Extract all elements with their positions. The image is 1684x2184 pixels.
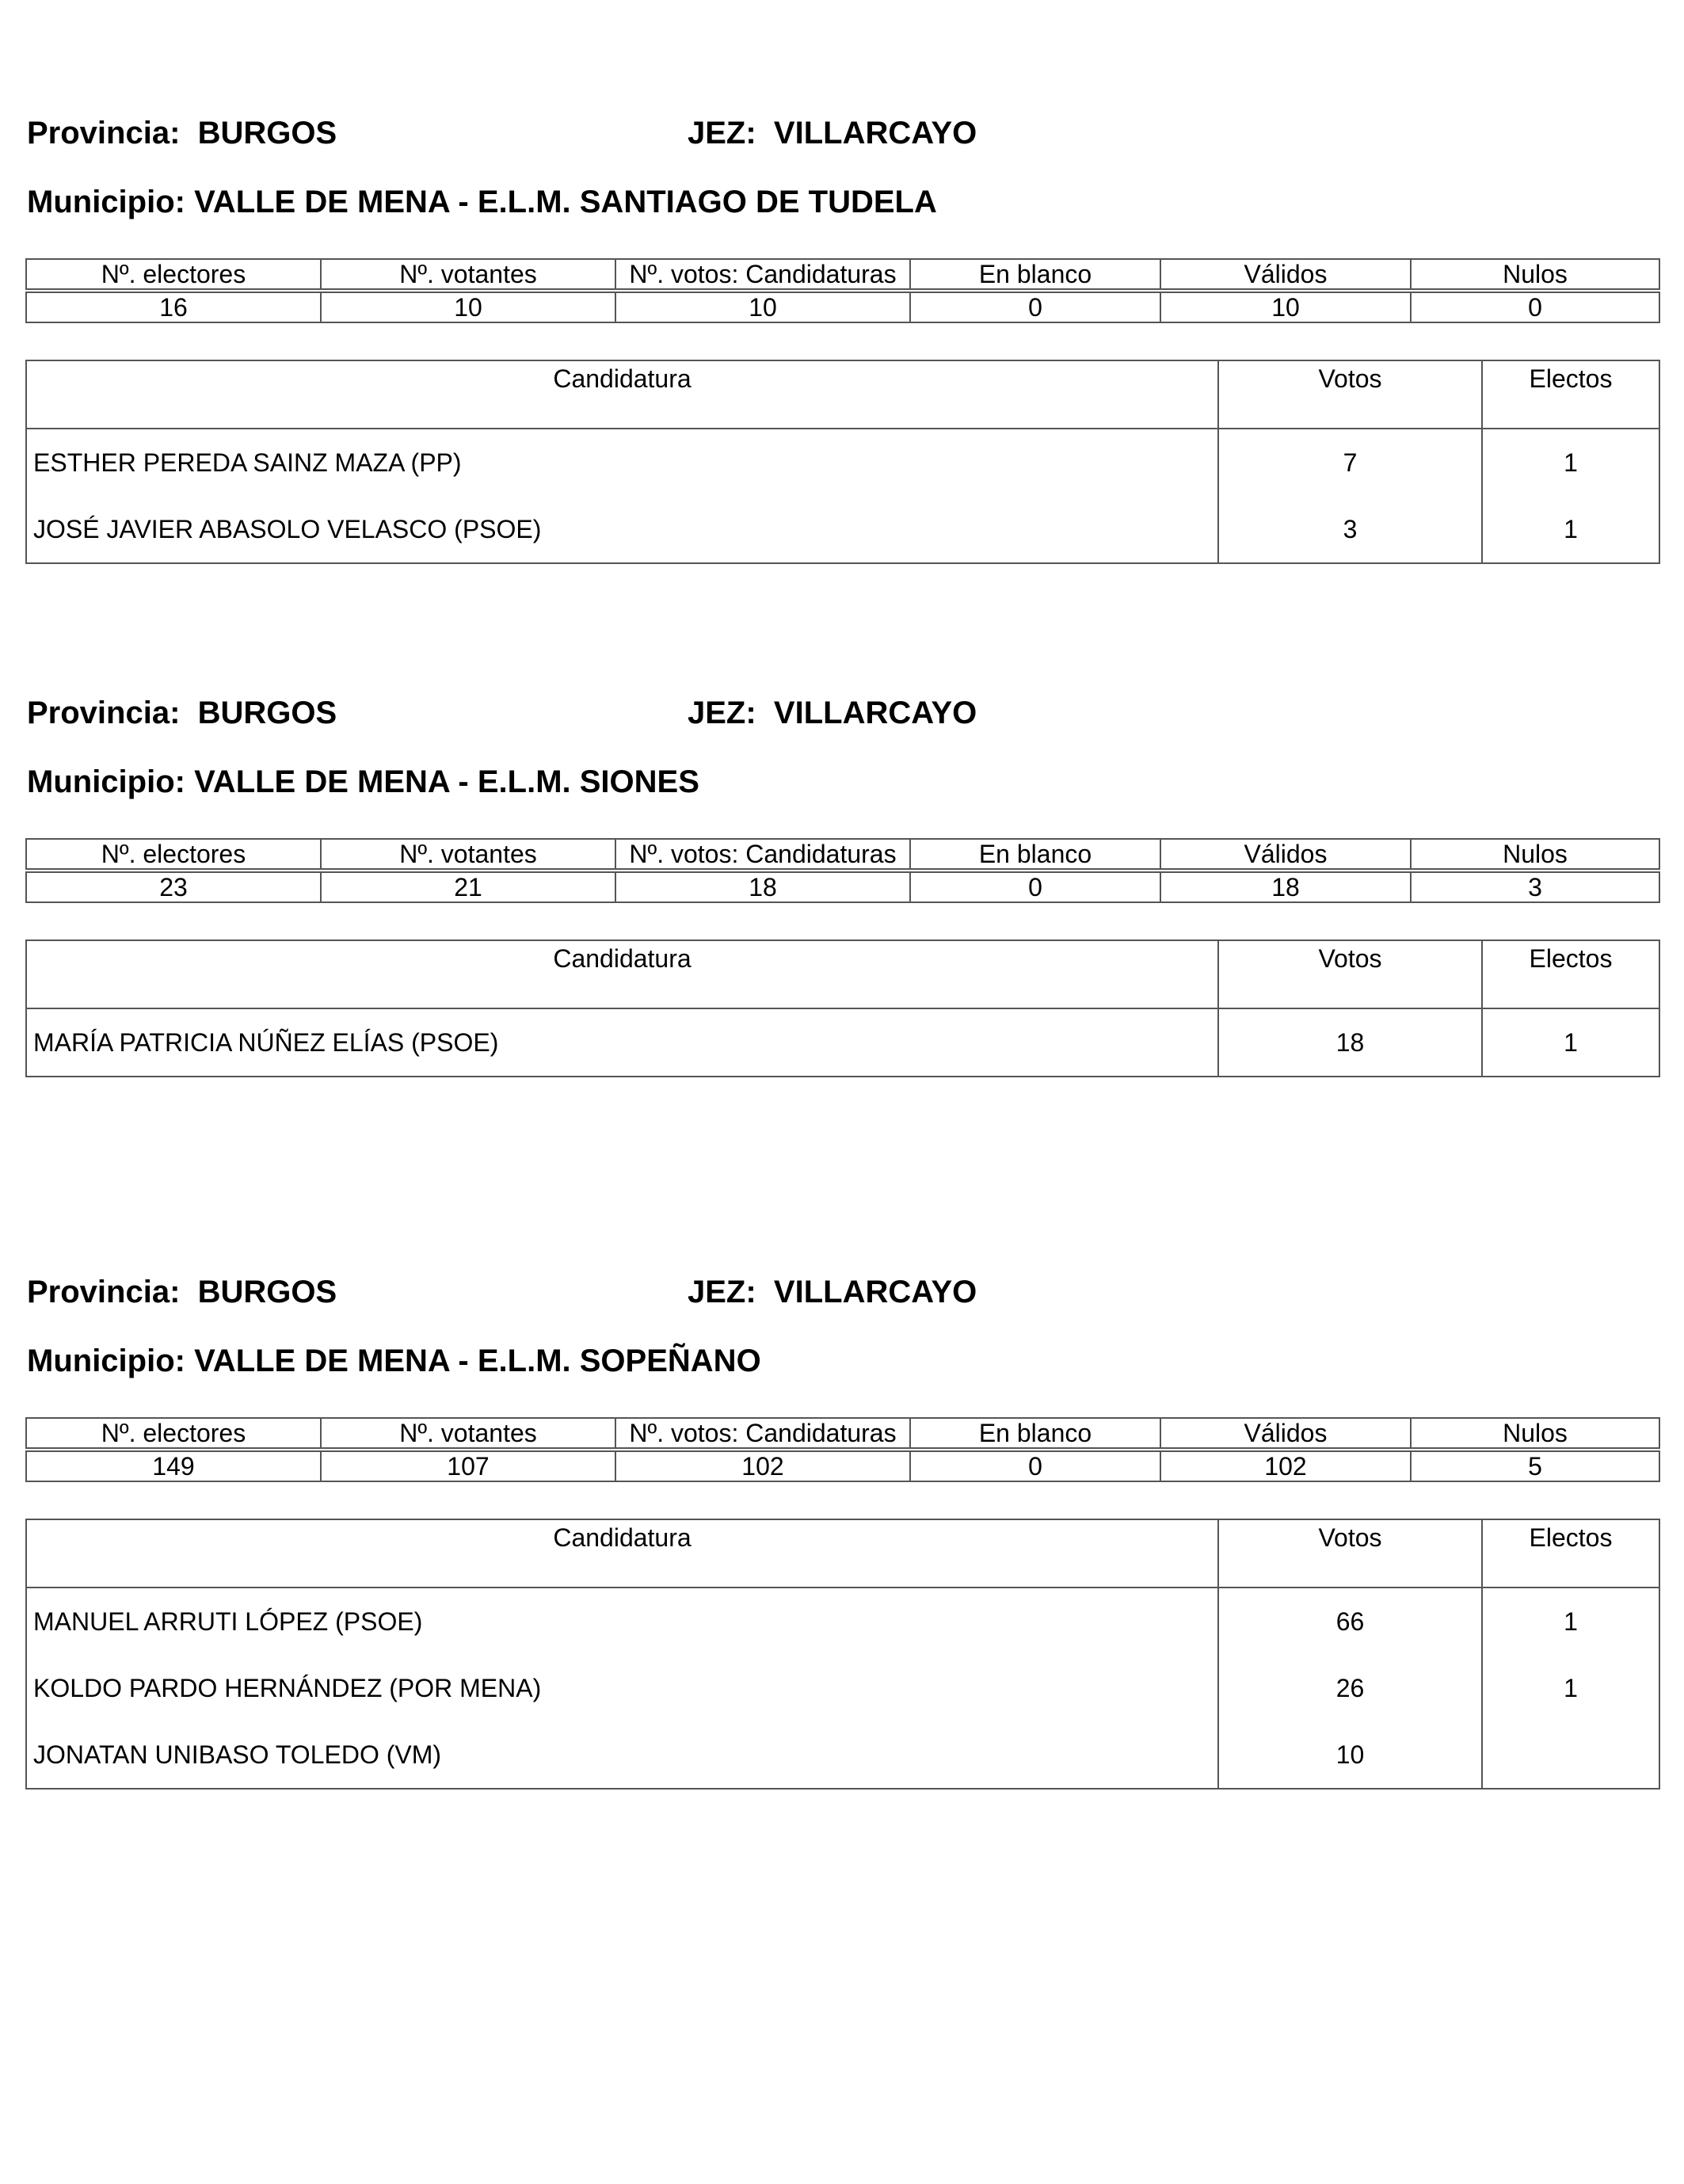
provincia-field — [27, 116, 337, 151]
stats-value-row — [26, 1450, 1659, 1481]
candidates-table — [25, 1519, 1660, 1790]
municipio-value: VALLE DE MENA - E.L.M. SANTIAGO DE TUDELA — [194, 185, 937, 219]
stats-header-cell: Válidos — [1160, 839, 1411, 871]
stats-header-cell: Válidos — [1160, 259, 1411, 291]
stats-table — [25, 838, 1660, 903]
candidate-elected: 1 — [1482, 429, 1659, 496]
stats-header-cell: Nº. votos: Candidaturas — [615, 1418, 910, 1450]
municipio-value: VALLE DE MENA - E.L.M. SOPEÑANO — [194, 1344, 761, 1378]
header-line — [25, 111, 1659, 158]
stats-header-cell: Nº. votantes — [321, 1418, 615, 1450]
jez-field — [688, 696, 977, 731]
stats-value-cell: 16 — [26, 291, 321, 322]
stats-header-row — [26, 259, 1659, 291]
jez-label: JEZ: — [688, 116, 756, 151]
stats-header-cell: Nº. votantes — [321, 259, 615, 291]
candidatura-header: Candidatura — [26, 1519, 1218, 1587]
provincia-value: BURGOS — [197, 1275, 337, 1309]
stats-value-cell: 18 — [615, 871, 910, 902]
candidates-header-row — [26, 940, 1659, 1008]
candidate-name: JOSÉ JAVIER ABASOLO VELASCO (PSOE) — [26, 496, 1218, 563]
stats-header-cell: En blanco — [910, 839, 1160, 871]
stats-value-cell: 18 — [1160, 871, 1411, 902]
provincia-label: Provincia: — [27, 116, 181, 151]
stats-value-cell: 102 — [1160, 1450, 1411, 1481]
candidate-votes: 10 — [1218, 1721, 1482, 1789]
provincia-field — [27, 1275, 337, 1310]
stats-value-cell: 0 — [910, 291, 1160, 322]
candidates-table — [25, 940, 1660, 1077]
stats-value-cell: 5 — [1411, 1450, 1659, 1481]
candidates-header-row — [26, 360, 1659, 429]
candidate-name: MARÍA PATRICIA NÚÑEZ ELÍAS (PSOE) — [26, 1008, 1218, 1077]
candidate-row — [26, 1721, 1659, 1789]
result-section — [25, 111, 1659, 564]
candidates-header-row — [26, 1519, 1659, 1587]
candidate-votes: 66 — [1218, 1587, 1482, 1655]
provincia-field — [27, 696, 337, 731]
municipio-line — [25, 1344, 1659, 1391]
stats-header-cell: En blanco — [910, 259, 1160, 291]
municipio-label: Municipio: — [27, 1344, 185, 1378]
jez-value: VILLARCAYO — [773, 1275, 977, 1309]
stats-value-cell: 10 — [1160, 291, 1411, 322]
stats-value-cell: 149 — [26, 1450, 321, 1481]
stats-table — [25, 1417, 1660, 1482]
stats-header-cell: Válidos — [1160, 1418, 1411, 1450]
stats-value-cell: 0 — [1411, 291, 1659, 322]
provincia-value: BURGOS — [197, 696, 337, 730]
candidate-row — [26, 429, 1659, 496]
jez-label: JEZ: — [688, 1275, 756, 1309]
stats-header-row — [26, 1418, 1659, 1450]
candidate-name: ESTHER PEREDA SAINZ MAZA (PP) — [26, 429, 1218, 496]
result-section — [25, 1270, 1659, 1790]
candidate-row — [26, 496, 1659, 563]
candidate-elected: 1 — [1482, 1587, 1659, 1655]
stats-header-cell: Nulos — [1411, 839, 1659, 871]
candidate-row — [26, 1587, 1659, 1655]
candidate-row — [26, 1655, 1659, 1721]
candidate-name: MANUEL ARRUTI LÓPEZ (PSOE) — [26, 1587, 1218, 1655]
stats-header-cell: Nº. electores — [26, 1418, 321, 1450]
jez-label: JEZ: — [688, 696, 756, 730]
electos-header: Electos — [1482, 940, 1659, 1008]
candidate-votes: 7 — [1218, 429, 1482, 496]
stats-value-cell: 10 — [615, 291, 910, 322]
candidate-name: KOLDO PARDO HERNÁNDEZ (POR MENA) — [26, 1655, 1218, 1721]
header-line — [25, 691, 1659, 738]
stats-value-cell: 102 — [615, 1450, 910, 1481]
municipio-label: Municipio: — [27, 185, 185, 219]
stats-header-cell: Nº. electores — [26, 839, 321, 871]
header-line — [25, 1270, 1659, 1317]
jez-field — [688, 1275, 977, 1310]
stats-header-cell: Nulos — [1411, 1418, 1659, 1450]
candidates-table — [25, 360, 1660, 564]
result-section — [25, 691, 1659, 1077]
municipio-line — [25, 764, 1659, 812]
candidate-elected: 1 — [1482, 1655, 1659, 1721]
municipio-value: VALLE DE MENA - E.L.M. SIONES — [194, 764, 699, 799]
candidatura-header: Candidatura — [26, 940, 1218, 1008]
jez-value: VILLARCAYO — [773, 116, 977, 151]
provincia-label: Provincia: — [27, 696, 181, 730]
stats-value-cell: 3 — [1411, 871, 1659, 902]
jez-value: VILLARCAYO — [773, 696, 977, 730]
stats-header-cell: Nº. votos: Candidaturas — [615, 839, 910, 871]
electos-header: Electos — [1482, 360, 1659, 429]
votos-header: Votos — [1218, 1519, 1482, 1587]
stats-header-cell: Nº. electores — [26, 259, 321, 291]
provincia-label: Provincia: — [27, 1275, 181, 1309]
stats-header-cell: Nulos — [1411, 259, 1659, 291]
jez-field — [688, 116, 977, 151]
stats-value-cell: 107 — [321, 1450, 615, 1481]
municipio-line — [25, 185, 1659, 232]
stats-header-row — [26, 839, 1659, 871]
votos-header: Votos — [1218, 940, 1482, 1008]
candidatura-header: Candidatura — [26, 360, 1218, 429]
votos-header: Votos — [1218, 360, 1482, 429]
candidate-elected — [1482, 1721, 1659, 1789]
candidate-votes: 18 — [1218, 1008, 1482, 1077]
provincia-value: BURGOS — [197, 116, 337, 151]
stats-value-row — [26, 291, 1659, 322]
candidate-votes: 3 — [1218, 496, 1482, 563]
stats-header-cell: En blanco — [910, 1418, 1160, 1450]
candidate-name: JONATAN UNIBASO TOLEDO (VM) — [26, 1721, 1218, 1789]
stats-header-cell: Nº. votantes — [321, 839, 615, 871]
candidate-row — [26, 1008, 1659, 1077]
candidate-elected: 1 — [1482, 496, 1659, 563]
candidate-votes: 26 — [1218, 1655, 1482, 1721]
stats-value-cell: 0 — [910, 871, 1160, 902]
candidate-elected: 1 — [1482, 1008, 1659, 1077]
stats-value-cell: 23 — [26, 871, 321, 902]
stats-table — [25, 258, 1660, 323]
stats-value-cell: 0 — [910, 1450, 1160, 1481]
stats-value-row — [26, 871, 1659, 902]
stats-header-cell: Nº. votos: Candidaturas — [615, 259, 910, 291]
stats-value-cell: 10 — [321, 291, 615, 322]
stats-value-cell: 21 — [321, 871, 615, 902]
municipio-label: Municipio: — [27, 764, 185, 799]
electos-header: Electos — [1482, 1519, 1659, 1587]
